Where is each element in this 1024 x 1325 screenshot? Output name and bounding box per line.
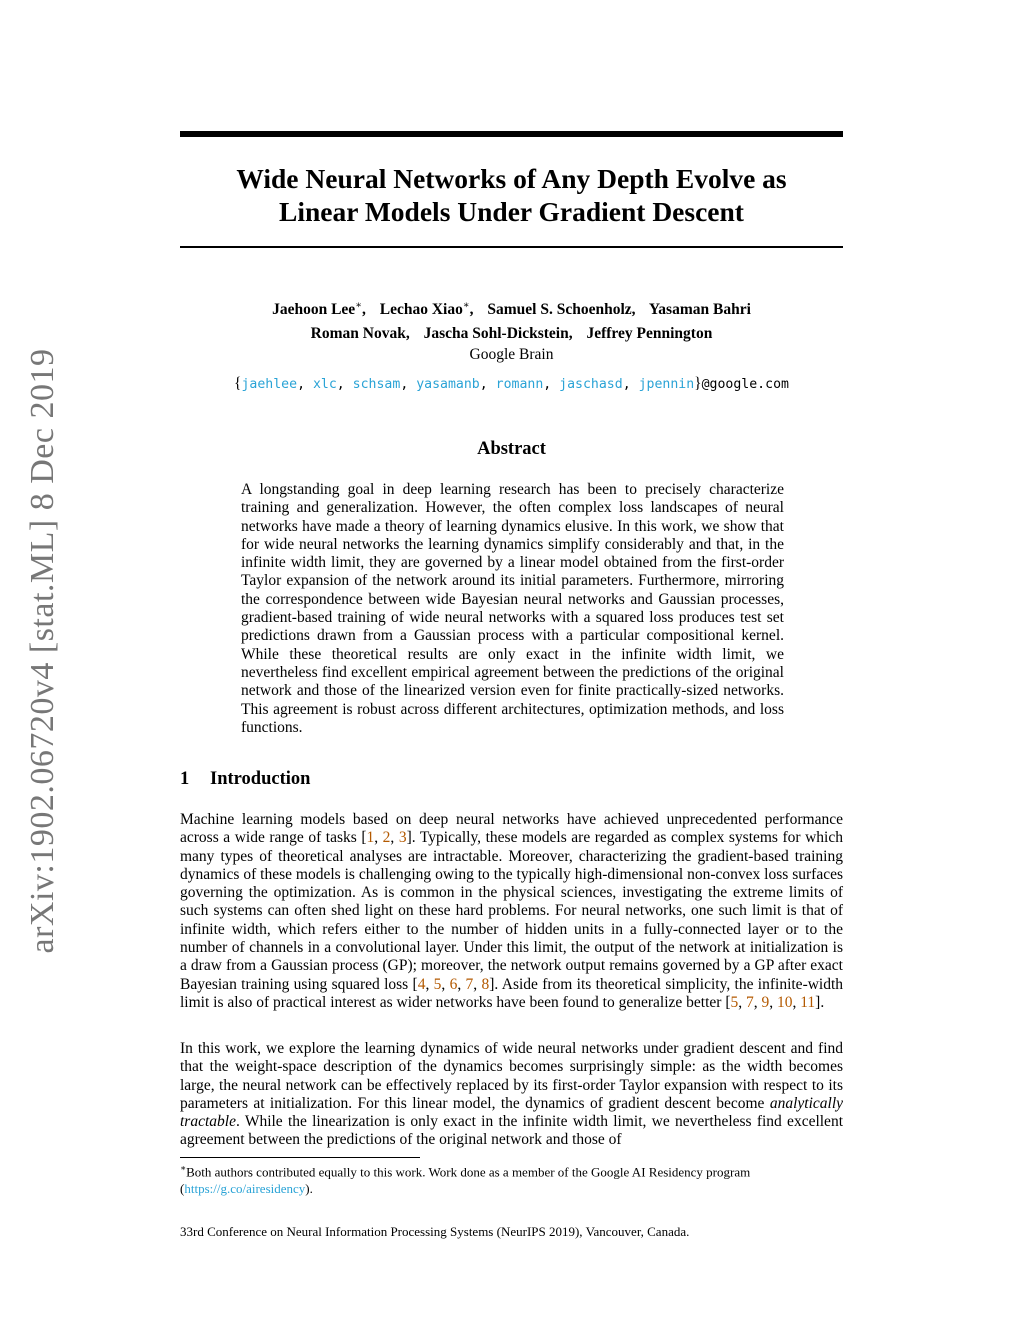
author-name: Jascha Sohl-Dickstein, (423, 325, 573, 343)
citation-link[interactable]: 7 (465, 975, 474, 993)
author-name: Jeffrey Pennington (586, 325, 713, 343)
footnote-link[interactable]: https://g.co/airesidency (184, 1181, 306, 1197)
equal-contribution-mark: ∗ (355, 300, 362, 311)
author-name: Yasaman Bahri (648, 301, 751, 319)
citation-link[interactable]: 8 (481, 975, 490, 993)
abstract-heading: Abstract (477, 439, 546, 459)
citation-link[interactable]: 7 (745, 993, 754, 1011)
title-line-1: Wide Neural Networks of Any Depth Evolve as (236, 163, 787, 194)
author-list (180, 294, 843, 346)
conference-note: 33rd Conference on Neural Information Processing Systems (NeurIPS 2019), Vancouver, Canada. (180, 1224, 690, 1239)
intro-paragraph-2: In this work, we explore the learning dynamics of wide neural networks under gradient descent and find that the weight-space description of the dynamics becomes surprisingly simple: as the width becomes large, the neural network can be effectively replaced by its first-order Taylor expansion with respect to its parameters at initialization. For this linear model, the dynamics of gradient descent become analytically tractable. While the linearization is only exact in the infinite width limit, we nevertheless find excellent agreement between the predictions of the original network and those of (180, 1040, 843, 1149)
footnote-text: Both authors contributed equally to this work. Work done as a member of the Google AI Residency program ( (180, 1164, 751, 1197)
section-heading (180, 769, 310, 790)
author-name: Lechao Xiao (379, 301, 463, 319)
author-line-2 (180, 322, 843, 346)
footnote: ∗Both authors contributed equally to this work. Work done as a member of the Google AI Residency program (https://g.co/airesidency). (180, 1163, 751, 1197)
author-line-1: Jaehoon Lee∗, Lechao Xiao∗, Samuel S. Schoenholz, Yasaman Bahri (272, 300, 751, 319)
author-name: Samuel S. Schoenholz, (487, 301, 636, 319)
footnote-rule (180, 1157, 420, 1158)
email-link[interactable]: jpennin (638, 377, 695, 392)
citation-link[interactable]: 1 (366, 829, 375, 847)
email-link[interactable]: jaschasd (559, 377, 623, 392)
paper-title (180, 162, 843, 228)
email-link[interactable]: jaehlee (241, 377, 298, 392)
email-link[interactable]: yasamanb (416, 377, 480, 392)
citation-link[interactable]: 6 (449, 975, 458, 993)
citation-link[interactable]: 4 (417, 975, 426, 993)
arxiv-stamp-text: arXiv:1902.06720v4 [stat.ML] 8 Dec 2019 (24, 348, 61, 954)
emphasis-text: analytically tractable (180, 1094, 843, 1131)
email-link[interactable]: schsam (352, 377, 401, 392)
title-top-rule (180, 131, 843, 137)
email-link[interactable]: xlc (312, 377, 337, 392)
email-link[interactable]: romann (495, 377, 544, 392)
citation-link[interactable]: 5 (730, 993, 739, 1011)
citation-link[interactable]: 11 (800, 993, 816, 1011)
section-number: 1 (180, 769, 190, 789)
citation-link[interactable]: 2 (382, 829, 391, 847)
section-title: Introduction (210, 769, 311, 789)
email-domain: @google.com (701, 377, 789, 392)
intro-paragraph-1: Machine learning models based on deep neural networks have achieved unprecedented performance across a wide range of tasks [1, 2, 3]. Typically, these models are regarded as complex systems for which many types of theoretical analyses are intractable. Moreover, characterizing the gradient-based training dynamics of these models is challenging owing to the typically high-dimensional non-convex loss surfaces governing the optimization. As is common in the physical sciences, investigating the extreme limits of such systems can often shed light on these hard problems. For neural networks, one such limit is that of infinite width, which refers either to the number of hidden units in a fully-connected layer or to the number of channels in a convolutional layer. Under this limit, the output of the network at initialization is a draw from a Gaussian process (GP); moreover, the network output remains governed by a GP after exact Bayesian training using squared loss [4, 5, 6, 7, 8]. Aside from its theoretical simplicity, the infinite-width limit is also of practical interest as wider networks have been found to generalize better [5, 7, 9, 10, 11]. (180, 811, 844, 1011)
email-open-brace: { (234, 375, 242, 392)
title-line-2: Linear Models Under Gradient Descent (279, 196, 744, 227)
citation-link[interactable]: 5 (433, 975, 442, 993)
abstract-body: A longstanding goal in deep learning research has been to precisely characterize training and generalization. However, the often complex loss landscapes of neural networks have made a theory of learning dynamics elusive. In this work, we show that for wide neural networks the learning dynamics simplify considerably and that, in the infinite width limit, they are governed by a linear model obtained from the first-order Taylor expansion of the network around its initial parameters. Furthermore, mirroring the correspondence between wide Bayesian neural networks and Gaussian processes, gradient-based training of wide neural networks with a squared loss produces test set predictions drawn from a Gaussian process with a particular compositional kernel. While these theoretical results are only exact in the infinite width limit, we nevertheless find excellent empirical agreement between the predictions of the original network and those of the linearized version even for finite practically-sized networks. This agreement is robust across different architectures, optimization methods, and loss functions. (241, 481, 784, 736)
equal-contribution-mark: ∗ (462, 300, 470, 311)
title-bottom-rule (180, 246, 843, 248)
citation-link[interactable]: 10 (776, 993, 793, 1011)
author-name: Roman Novak, (310, 325, 410, 343)
footnote-mark: ∗ (180, 1163, 187, 1173)
arxiv-stamp (22, 348, 64, 954)
email-close-brace: } (694, 375, 702, 392)
citation-link[interactable]: 9 (761, 993, 770, 1011)
author-name: Jaehoon Lee (272, 301, 356, 319)
citation-link[interactable]: 3 (398, 829, 407, 847)
author-emails: {jaehlee, xlc, schsam, yasamanb, romann, jaschasd, jpennin}@google.com (234, 375, 789, 392)
affiliation: Google Brain (469, 346, 554, 363)
